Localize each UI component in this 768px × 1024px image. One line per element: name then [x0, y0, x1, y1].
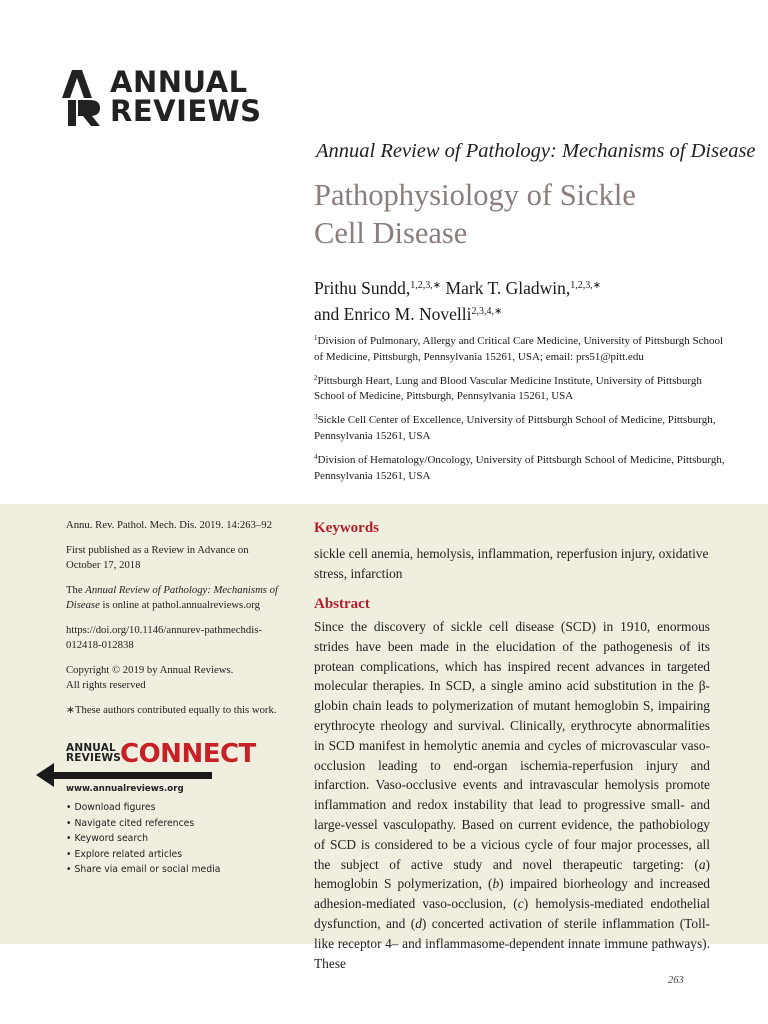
abstract-part: ) hemolysis-mediated endothelial dysfunction, and ( [314, 896, 710, 931]
connect-item: • Download figures [66, 802, 156, 813]
abstract-item-label: c [517, 896, 524, 912]
affiliation [314, 410, 734, 445]
affiliation [314, 450, 734, 485]
connect-item: • Share via email or social media [66, 864, 221, 875]
affiliation [314, 371, 734, 406]
connect-item: • Navigate cited references [66, 817, 195, 829]
affiliation-number: 2 [314, 373, 318, 382]
abstract-part: ) impaired biorheology and increased adhesion-mediated vaso-occlusion, ( [314, 876, 710, 912]
title-line1: Pathophysiology of Sickle [314, 178, 636, 212]
equal-contribution-note: ∗These authors contributed equally to this work. [66, 704, 277, 716]
copyright-line: Copyright © 2019 by Annual Reviews. [66, 664, 234, 676]
online-pre: The [66, 584, 86, 596]
abstract-item-label: a [698, 856, 706, 872]
author-sundd: Prithu Sundd, [314, 278, 411, 298]
affiliation-text: Pittsburgh Heart, Lung and Blood Vascular Medicine Institute, University of Pittsburgh School of Medicine, Pittsburgh, Pennsylvania 15261, USA [314, 374, 702, 403]
affiliations [314, 331, 734, 489]
affiliation-text: Division of Hematology/Oncology, University of Pittsburgh School of Medicine, Pittsburgh, Pennsylvania 15261, USA [314, 453, 725, 482]
article-info-sidebar [66, 518, 281, 728]
first-published: First published as a Review in Advance on October 17, 2018 [66, 544, 249, 571]
keywords-list: sickle cell anemia, hemolysis, inflammation, reperfusion injury, oxidative stress, infarction [314, 546, 709, 581]
abstract-part: Since the discovery of sickle cell disease (SCD) in 1910, enormous strides have been made in the elucidation of the pathogenesis of its protean complications, which has inspired recent advances in targeted molecular therapies. In SCD, a single amino acid substitution in the β-globin chain leads to polymerization of mutant hemoglobin S, impairing erythrocyte rheology and survival. Clinically, erythrocyte abnormalities in SCD manifest in hemolytic anemia and cycles of microvascular vaso-occlusion leading to end-organ ischemia-reperfusion injury and infarction. Vaso-occlusive events and intravascular hemolysis promote inflammation and redox instability that lead to progressive small- and large-vessel vasculopathy. Based on current evidence, the pathobiology of SCD is considered to be a vicious cycle of four major processes, all the subject of active study and novel therapeutic targeting: ( [314, 619, 710, 872]
logo-line1: ANNUAL [110, 65, 248, 99]
abstract-part: ) hemoglobin S polymerization, ( [314, 856, 710, 892]
online-note [66, 583, 281, 613]
author-novelli-affil: 2,3,4,∗ [471, 306, 503, 317]
citation: Annu. Rev. Pathol. Mech. Dis. 2019. 14:263–92 [66, 519, 272, 531]
connect-small-line2: REVIEWS [66, 752, 122, 764]
affiliation-text: Division of Pulmonary, Allergy and Critical Care Medicine, University of Pittsburgh School of Medicine, Pittsburgh, Pennsylvania 15261, USA; email: prs51@pitt.edu [314, 335, 724, 363]
ar-monogram-icon [62, 70, 102, 126]
doi-link[interactable]: https://doi.org/10.1146/annurev-pathmechdis-012418-012838 [66, 624, 262, 651]
logo-wordmark [110, 65, 262, 128]
abstract-item-label: d [415, 915, 422, 931]
keywords-heading: Keywords [314, 520, 379, 536]
affiliation-text: Sickle Cell Center of Excellence, University of Pittsburgh School of Medicine, Pittsburgh, Pennsylvania 15261, USA [314, 414, 716, 442]
rights-line: All rights reserved [66, 679, 146, 691]
connect-item: • Keyword search [66, 833, 148, 844]
page-number: 263 [668, 975, 684, 986]
abstract-item-label: b [492, 876, 500, 892]
abstract-heading: Abstract [314, 596, 370, 612]
connect-small-line1: ANNUAL [66, 742, 116, 754]
affiliation-number: 4 [314, 452, 318, 461]
abstract-part: ) concerted activation of sterile inflammation (Toll-like receptor 4– and inflammasome-dependent innate immune pathways). These [314, 915, 711, 971]
author-gladwin: Mark T. Gladwin, [441, 278, 571, 298]
connect-url[interactable]: www.annualreviews.org [66, 784, 184, 794]
author-list [314, 274, 744, 326]
abstract-text [314, 617, 710, 973]
annual-reviews-connect [36, 740, 286, 890]
affiliation [314, 331, 734, 366]
online-post: is online at pathol.annualreviews.org [99, 599, 260, 611]
copyright [66, 663, 281, 693]
connect-features [66, 800, 220, 878]
author-novelli: and Enrico M. Novelli [314, 304, 472, 324]
connect-small-logo [66, 743, 121, 763]
connect-title: CONNECT [120, 739, 256, 769]
connect-item: • Explore related articles [66, 848, 183, 860]
title-line2: Cell Disease [314, 216, 468, 250]
affiliation-number: 1 [314, 334, 318, 342]
article-title [314, 176, 734, 252]
online-journal: Annual Review of Pathology: Mechanisms of Disease [66, 584, 278, 611]
annual-reviews-logo [62, 65, 262, 130]
journal-name: Annual Review of Pathology: Mechanisms of Disease [316, 140, 756, 162]
author-sundd-affil: 1,2,3,∗ [410, 280, 442, 291]
author-gladwin-affil: 1,2,3,∗ [570, 280, 602, 291]
logo-line2: REVIEWS [110, 94, 262, 128]
affiliation-number: 3 [314, 413, 318, 422]
